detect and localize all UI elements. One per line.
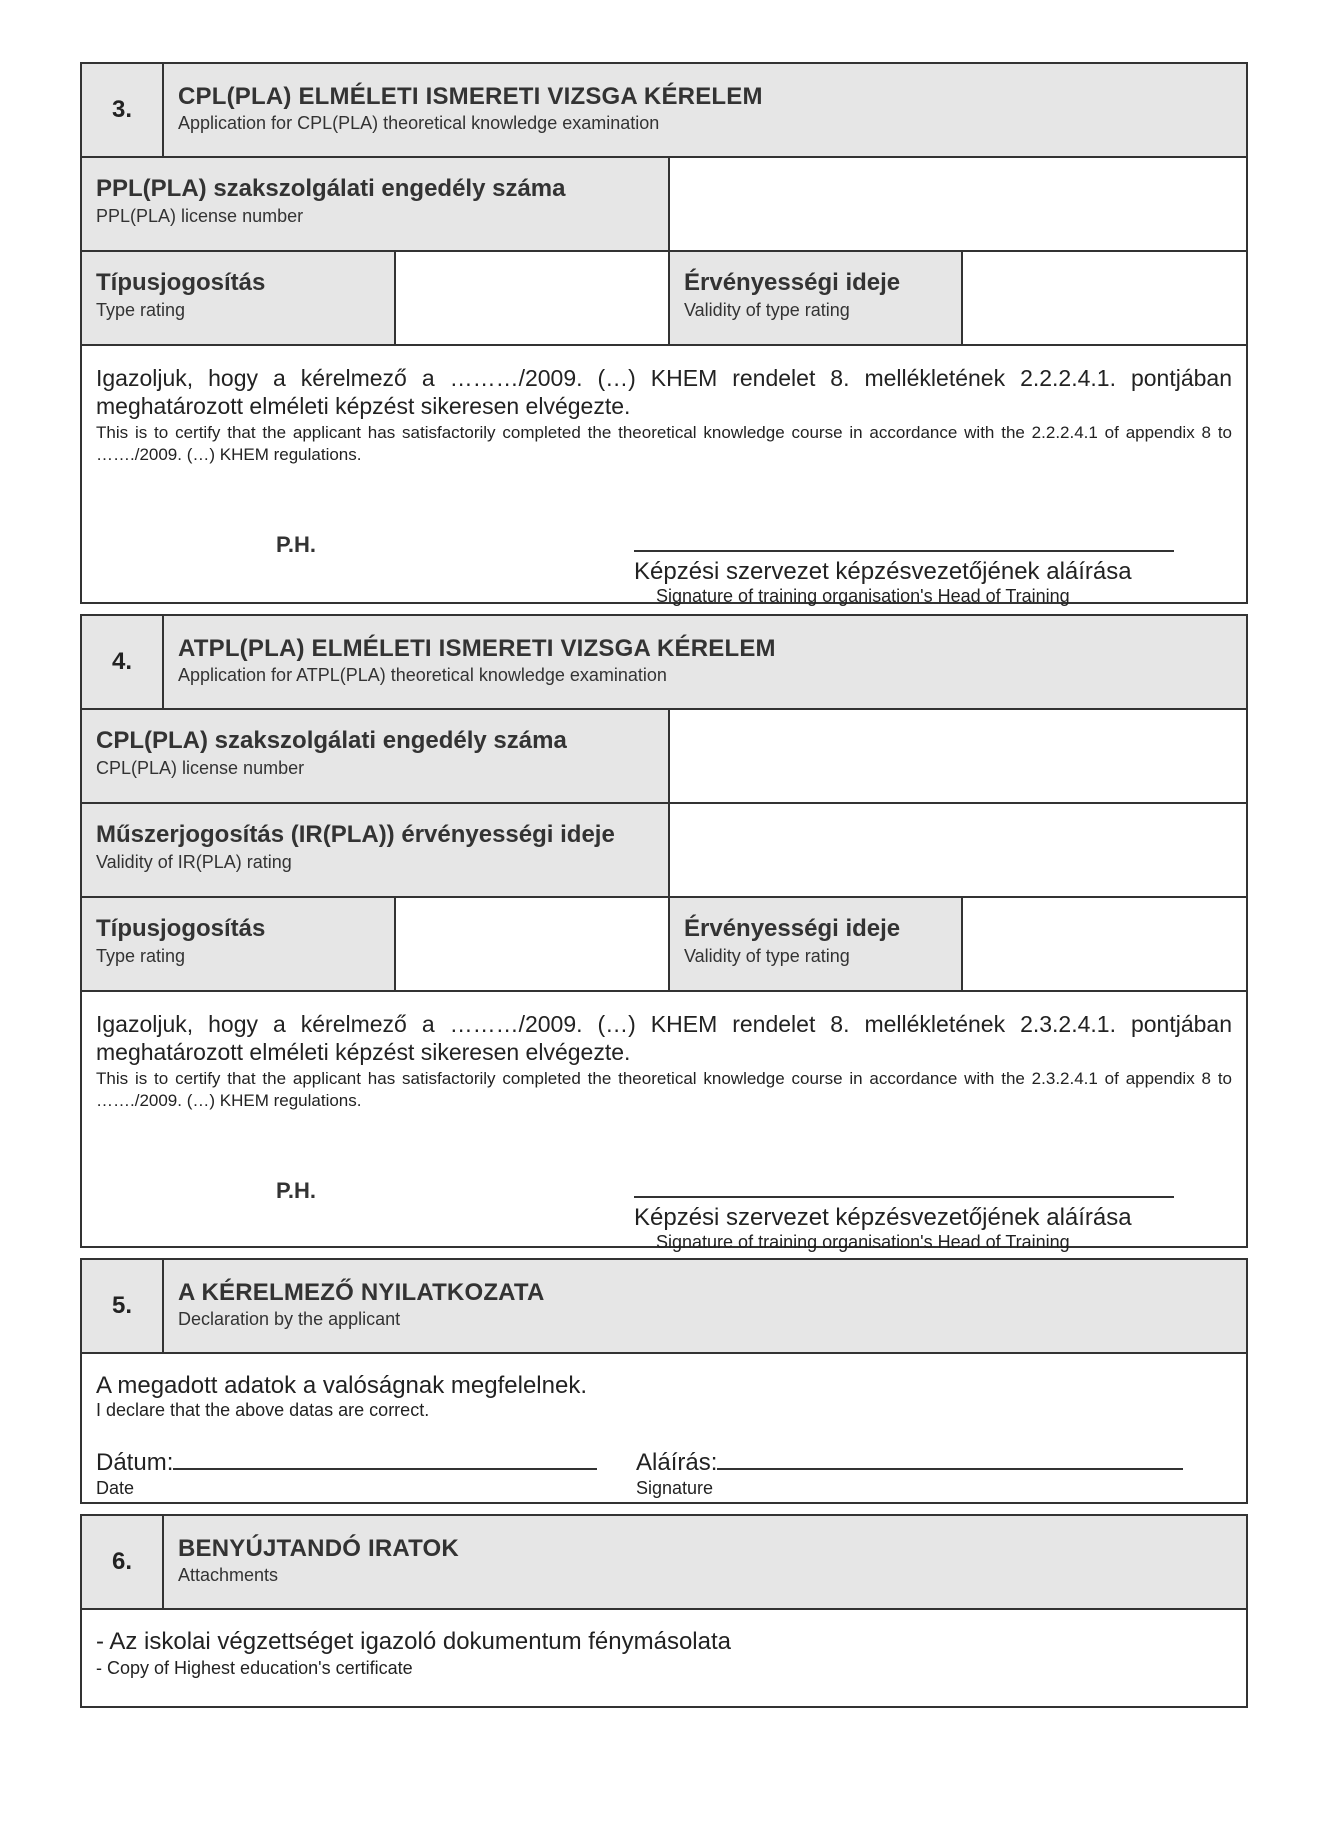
signature-label: Aláírás:: [636, 1449, 718, 1476]
section-4-title: ATPL(PLA) ELMÉLETI ISMERETI VIZSGA KÉRELEM: [178, 635, 776, 662]
validity-sublabel: Validity of type rating: [684, 300, 850, 320]
section-5-subtitle: Declaration by the applicant: [178, 1309, 401, 1329]
type-rating-label: Típusjogosítás: [96, 269, 266, 296]
section-5-number: 5.: [82, 1260, 164, 1352]
section-3-subtitle: Application for CPL(PLA) theoretical knowledge examination: [178, 113, 660, 133]
certification-text-hu: Igazoljuk, hogy a kérelmező a ………/2009. (…) KHEM rendelet 8. mellékletének 2.2.2.4.1. pontjában meghatározott elméleti képzést sikeresen elvégezte.: [96, 365, 1232, 419]
type-rating-sublabel: Type rating: [96, 946, 186, 966]
ppl-license-row: [82, 158, 1246, 252]
type-rating-label: Típusjogosítás: [96, 915, 266, 942]
type-rating-row: [82, 898, 1246, 992]
type-rating-field[interactable]: [394, 898, 668, 990]
certification-text-en: This is to certify that the applicant has satisfactorily completed the theoretical knowledge course in accordance with the 2.2.2.4.1 of appendix 8 to ……./2009. (…) KHEM regulations.: [96, 423, 1232, 464]
ppl-license-field[interactable]: [668, 158, 1246, 250]
section-3-header: [82, 64, 1246, 158]
date-field[interactable]: [173, 1446, 597, 1470]
cpl-license-row: [82, 710, 1246, 804]
date-label: Dátum:: [96, 1449, 174, 1476]
signature-label-hu: Képzési szervezet képzésvezetőjének aláírása: [634, 1204, 1132, 1231]
type-rating-field[interactable]: [394, 252, 668, 344]
ir-rating-field[interactable]: [668, 804, 1246, 896]
section-4: [80, 614, 1248, 1252]
signature-line[interactable]: [634, 550, 1174, 552]
validity-field[interactable]: [961, 252, 1246, 344]
certification-text-hu: Igazoljuk, hogy a kérelmező a ………/2009. (…) KHEM rendelet 8. mellékletének 2.3.2.4.1. pontjában meghatározott elméleti képzést sikeresen elvégezte.: [96, 1011, 1232, 1065]
signature-line[interactable]: [634, 1196, 1174, 1198]
certification-block: [82, 992, 1246, 1252]
ir-rating-label: Műszerjogosítás (IR(PLA)) érvényességi ideje: [96, 821, 615, 848]
type-rating-row: [82, 252, 1246, 346]
section-5-header: [82, 1260, 1246, 1354]
declaration-text-hu: A megadott adatok a valóságnak megfelelnek.: [96, 1372, 587, 1399]
stamp-label: P.H.: [276, 532, 316, 557]
declaration-text-en: I declare that the above datas are correct.: [96, 1400, 430, 1420]
section-6-number: 6.: [82, 1516, 164, 1608]
validity-label: Érvényességi ideje: [684, 915, 901, 942]
section-5: [80, 1258, 1248, 1504]
attachment-item-hu: - Az iskolai végzettséget igazoló dokumentum fénymásolata: [96, 1628, 732, 1655]
ppl-license-label: PPL(PLA) szakszolgálati engedély száma: [96, 175, 566, 202]
section-4-number: 4.: [82, 616, 164, 708]
section-6-title: BENYÚJTANDÓ IRATOK: [178, 1535, 459, 1562]
cpl-license-field[interactable]: [668, 710, 1246, 802]
date-sublabel: Date: [96, 1478, 135, 1498]
section-6-subtitle: Attachments: [178, 1565, 279, 1585]
signature-label-en: Signature of training organisation's Head of Training: [656, 1232, 1070, 1252]
certification-block: [82, 346, 1246, 606]
section-4-header: [82, 616, 1246, 710]
validity-field[interactable]: [961, 898, 1246, 990]
section-5-title: A KÉRELMEZŐ NYILATKOZATA: [178, 1279, 545, 1306]
validity-sublabel: Validity of type rating: [684, 946, 850, 966]
ir-rating-row: [82, 804, 1246, 898]
section-6-header: [82, 1516, 1246, 1610]
signature-sublabel: Signature: [636, 1478, 714, 1498]
section-6: [80, 1514, 1248, 1708]
certification-text-en: This is to certify that the applicant has satisfactorily completed the theoretical knowledge course in accordance with the 2.3.2.4.1 of appendix 8 to ……./2009. (…) KHEM regulations.: [96, 1069, 1232, 1110]
ir-rating-sublabel: Validity of IR(PLA) rating: [96, 852, 292, 872]
signature-label-hu: Képzési szervezet képzésvezetőjének aláírása: [634, 558, 1132, 585]
section-3-number: 3.: [82, 64, 164, 156]
type-rating-sublabel: Type rating: [96, 300, 186, 320]
section-3: [80, 62, 1248, 604]
section-3-title: CPL(PLA) ELMÉLETI ISMERETI VIZSGA KÉRELEM: [178, 83, 763, 110]
signature-field[interactable]: [717, 1446, 1183, 1470]
signature-label-en: Signature of training organisation's Head of Training: [656, 586, 1070, 606]
cpl-license-sublabel: CPL(PLA) license number: [96, 758, 305, 778]
ppl-license-sublabel: PPL(PLA) license number: [96, 206, 304, 226]
validity-label: Érvényességi ideje: [684, 269, 901, 296]
section-4-subtitle: Application for ATPL(PLA) theoretical knowledge examination: [178, 665, 667, 685]
stamp-label: P.H.: [276, 1178, 316, 1203]
attachment-item-en: - Copy of Highest education's certificate: [96, 1658, 413, 1678]
cpl-license-label: CPL(PLA) szakszolgálati engedély száma: [96, 727, 567, 754]
